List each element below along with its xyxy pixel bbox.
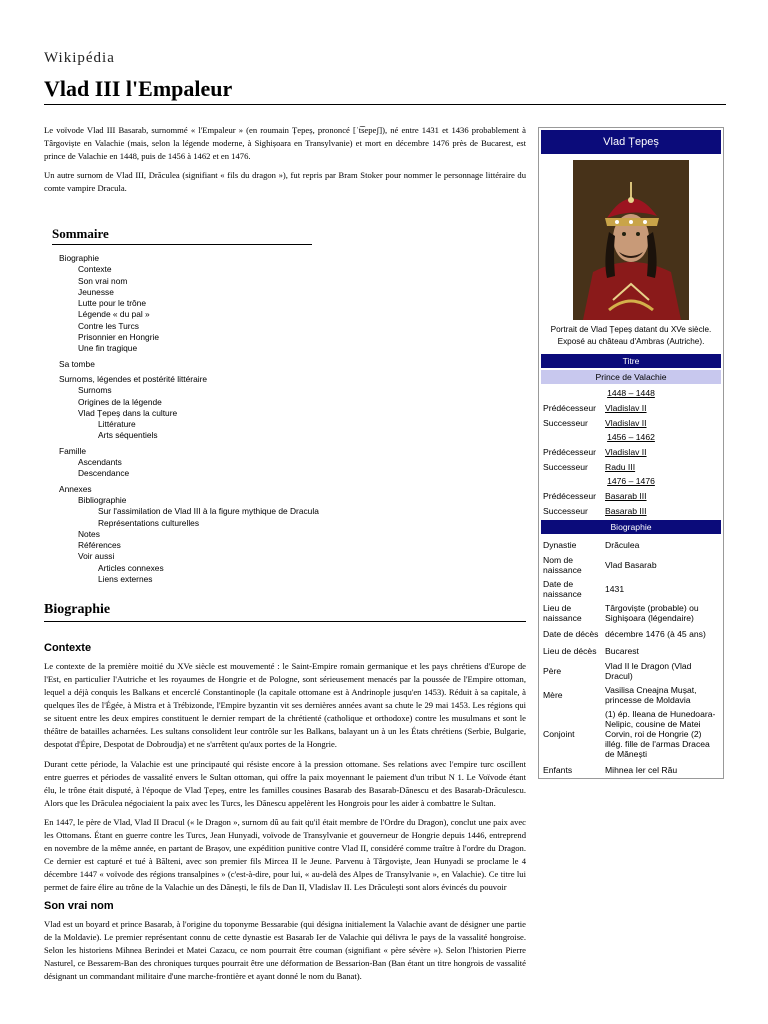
reigns-list [539,386,723,518]
successor-label: Successeur [543,505,588,516]
bio-value: Vasilisa Cneajna Mușat, princesse de Moldavia [605,685,697,705]
toc-item[interactable]: Surnoms [78,385,112,396]
predecessor-row [539,400,723,415]
bio-value: 1431 [605,584,625,594]
contexte-paragraph-3 [44,816,526,894]
toc-item[interactable]: Représentations culturelles [98,517,200,528]
bio-value: Bucarest [605,645,639,656]
toc-item[interactable]: Arts séquentiels [98,430,158,441]
portrait-illustration [573,160,689,320]
bio-value: Vlad Basarab [605,560,657,570]
intro-paragraph-2: Un autre surnom de Vlad III, Drăculea (signifiant « fils du dragon »), fut repris par Bram Stoker pour nommer le personnage littéraire du comte vampire Dracula. [44,170,526,193]
infobox-title: Vlad Țepeș [541,130,721,154]
toc-item[interactable]: Littérature [98,419,136,430]
paragraph-text: Le contexte de la première moitié du XVe siècle est mouvementé : le Saint-Empire romain germanique et les pays chrétiens d'Europe de l'Est, en particulier l'Autriche et les royaumes de Hongrie et de Pologne, sont sérieusement menacés par la poussée de l'Empire ottoman, lequel a déjà conquis les Balkans et encerclé Constantinople (la capitale ottomane est à Andrinople jusqu'en 1453). Réduit à sa capitale, à quelques îles de l'Égée, à Mistra et à Trébizonde, l'Empire byzantin vit ses dernières années avant sa chute le 29 mai 1453. Les régions qui se situent entre les deux empires constituent le dernier rempart de la chrétienté (catholique et orthodoxe) contre les musulmans et sont le théâtre de batailles acharnées. Les sultans consolident leur contrôle sur les Balkans, balayant un à un les États chrétiens (Serbie, Bulgarie, despotat d'Épire, Despotat de Dobroudja) et ne s'arrêtent qu'aux portes de la Hongrie. [44,661,526,749]
predecessor-row [539,444,723,459]
successor-link[interactable]: Vladislav II [605,417,647,428]
toc-item[interactable]: Descendance [78,468,130,479]
toc-item[interactable]: Bibliographie [78,494,127,505]
bio-label: Père [543,666,562,676]
successor-row [539,459,723,474]
bio-row [539,625,723,642]
subsection-heading-contexte: Contexte [44,642,92,654]
toc-item[interactable]: Lutte pour le trône [78,298,146,309]
toc-item[interactable]: Contexte [78,264,112,275]
table-of-contents [52,226,322,585]
band-titre: Titre [541,354,721,368]
toc-item[interactable]: Vlad Țepeș dans la culture [78,407,178,418]
bio-row [539,761,723,778]
bio-row [539,553,723,577]
bio-value: Vlad II le Dragon (Vlad Dracul) [605,661,692,681]
toc-item[interactable]: Une fin tragique [78,343,138,354]
bio-row [539,659,723,683]
vrai-nom-paragraph-1 [44,918,526,983]
toc-item[interactable]: Surnoms, légendes et postérité littéraire [59,373,208,384]
section-heading-biographie: Biographie [44,602,111,617]
toc-item[interactable]: Contre les Turcs [78,320,139,331]
successor-label: Successeur [543,461,588,472]
predecessor-link[interactable]: Basarab III [605,490,647,501]
predecessor-link[interactable]: Vladislav II [605,446,647,457]
toc-item[interactable]: Biographie [59,253,100,263]
reign-period [539,474,723,488]
portrait-caption: Portrait de Vlad Țepeș datant du XVe siècle. Exposé au château d'Ambras (Autriche). [550,325,712,346]
wikipedia-logo[interactable]: Wikipédia [44,50,115,66]
bio-row [539,642,723,659]
toc-item[interactable]: Prisonnier en Hongrie [78,332,160,343]
predecessor-label: Prédécesseur [543,402,597,413]
bio-label: Lieu de décès [543,645,597,656]
infobox [538,127,724,779]
bio-label: Enfants [543,764,573,775]
bio-row [539,601,723,625]
reign-period [539,386,723,400]
toc-item[interactable]: Origines de la légende [78,396,162,407]
toc-item[interactable]: Notes [78,528,100,539]
bio-row [539,577,723,601]
paragraph-text: Durant cette période, la Valachie est une principauté qui résiste encore à la pression ottomane. Ses relations avec l'empire turc oscillent entre guerres et périodes de vassalité envers le Sultan ottoman, qui offre la paix moyennant le paiement d'un tribut N 1. Le Voïvode étant élu, le trône était disputé, à l'époque de Vlad Țepeș, entre les familles cousines Basarab des Basarab-Dănescu et des Basarab-Drăculescu. Alors que les Drăculea négociaient la paix avec les Turcs, les Dănescu appelèrent les Hongrois pour les aider à combattre le Sultan. [44,759,526,808]
bio-label: Conjoint [543,729,575,739]
toc-item[interactable]: Annexes [59,483,92,494]
bio-label: Dynastie [543,539,577,550]
toc-item[interactable]: Sur l'assimilation de Vlad III à la figure mythique de Dracula [98,506,319,517]
section-divider [44,621,526,622]
subsection-heading-son-vrai-nom: Son vrai nom [44,900,114,912]
successor-link[interactable]: Basarab III [605,505,647,516]
portrait-image[interactable] [573,160,689,320]
reign-period [539,430,723,444]
bio-label: Mère [543,690,563,700]
successor-row [539,415,723,430]
predecessor-label: Prédécesseur [543,490,597,501]
toc-item[interactable]: Légende « du pal » [78,309,150,320]
toc-item[interactable]: Jeunesse [78,286,114,297]
bio-label: Date de naissance [543,579,582,599]
reign-period-link[interactable]: 1456 – 1462 [607,432,655,442]
bio-value: Mihnea Ier cel Rău [605,764,678,775]
successor-label: Successeur [543,417,588,428]
reign-period-link[interactable]: 1476 – 1476 [607,476,655,486]
reign-period-link[interactable]: 1448 – 1448 [607,388,655,398]
toc-title: Sommaire [52,226,312,245]
intro-section [44,124,526,201]
intro-paragraph-1: Le voïvode Vlad III Basarab, surnommé « l'Empaleur » (en roumain Țepeș, prononcé [ˈt͡sepeʃ]), né entre 1431 et 1436 probablement à Târgoviște en Valachie (mais, selon la légende moderne, à Sighișoara en Transylvanie) et mort en décembre 1476 près de Bucarest, est prince de Valachie en 1448, puis de 1456 à 1462 et en 1476. [44,125,526,161]
bio-label: Nom de naissance [543,555,582,575]
successor-row [539,503,723,518]
bio-label: Date de décès [543,628,599,639]
page-title: Vlad III l'Empaleur [44,76,233,101]
bio-label: Lieu de naissance [543,603,582,623]
predecessor-link[interactable]: Vladislav II [605,402,647,413]
bio-row [539,683,723,707]
bio-row [539,707,723,761]
paragraph-text: En 1447, le père de Vlad, Vlad II Dracul (« le Dragon », surnom dû au fait qu'il était membre de l'Ordre du Dragon), conclut une paix avec les Ottomans. Étant en guerre contre les Turcs, Jean Hunyadi, voïvode de Transylvanie et gouverneur de Hongrie depuis 1446, entreprend en novembre de la même année, en partant de Brașov, une expédition punitive contre Vlad II, considéré comme traître à l'ordre du Dragon. Ce dernier est capturé et tué à Bălteni, avec son premier fils Mircea II le Jeune. Parvenu à Târgoviște, Jean Hunyadi se proclame le 4 décembre 1447 « voïvode des régions transalpines » (c'est-à-dire, pour lui, « au-delà des Alpes de Transylvanie », en Valachie). Ce titre lui permet de faire élire au trône de la Valachie un des Dănești, le fils de Dan II, Vladislav II. Les Drăculești sont alors évincés du pouvoir [44,817,526,892]
band-biographie: Biographie [541,520,721,534]
band-role: Prince de Valachie [541,370,721,384]
toc-list [52,253,322,585]
biography-list [539,536,723,778]
contexte-paragraph-1 [44,660,526,751]
contexte-paragraph-2 [44,758,526,810]
bio-row [539,536,723,553]
successor-link[interactable]: Radu III [605,461,636,472]
toc-item[interactable]: Références [78,540,121,551]
bio-value: décembre 1476 (à 45 ans) [605,628,706,639]
toc-item[interactable]: Voir aussi [78,551,115,562]
predecessor-row [539,488,723,503]
toc-item[interactable]: Articles connexes [98,562,164,573]
bio-value: Târgoviște (probable) ou Sighișoara (légendaire) [605,603,699,623]
bio-value: Drăculea [605,539,640,550]
toc-item[interactable]: Son vrai nom [78,275,128,286]
bio-value: (1) ép. Ileana de Hunedoara-Nelipic, cousine de Matei Corvin, roi de Hongrie (2) illég. fille de l'armas Dracea de Mănești [605,709,716,759]
predecessor-label: Prédécesseur [543,446,597,457]
toc-item[interactable]: Ascendants [78,457,122,468]
toc-item[interactable]: Famille [59,445,86,456]
title-divider [44,104,726,105]
toc-item[interactable]: Sa tombe [59,358,95,369]
toc-item[interactable]: Liens externes [98,574,153,585]
paragraph-text: Vlad est un boyard et prince Basarab, à l'origine du toponyme Bessarabie (qui désigna initialement la Valachie avant de désigner une partie de la Moldavie). Le premier représentant connu de cette dynastie est Basarab Ier de Valachie qui délivra le pays de la vassalité hongroise. Selon les historiens Mihnea Berindei et Matei Cazacu, ce nom pourrait être couman (signifiant « père sévère »). Selon l'historien Pierre Nasturel, ce Bessarem-Ban des chroniques turques pourrait être une déformation de Bessarion-Ban (Ban étant un titre hongrois de vassalité désignant un commandant militaire d'une marche-frontière et ayant donné le nom du Banat). [44,919,526,981]
